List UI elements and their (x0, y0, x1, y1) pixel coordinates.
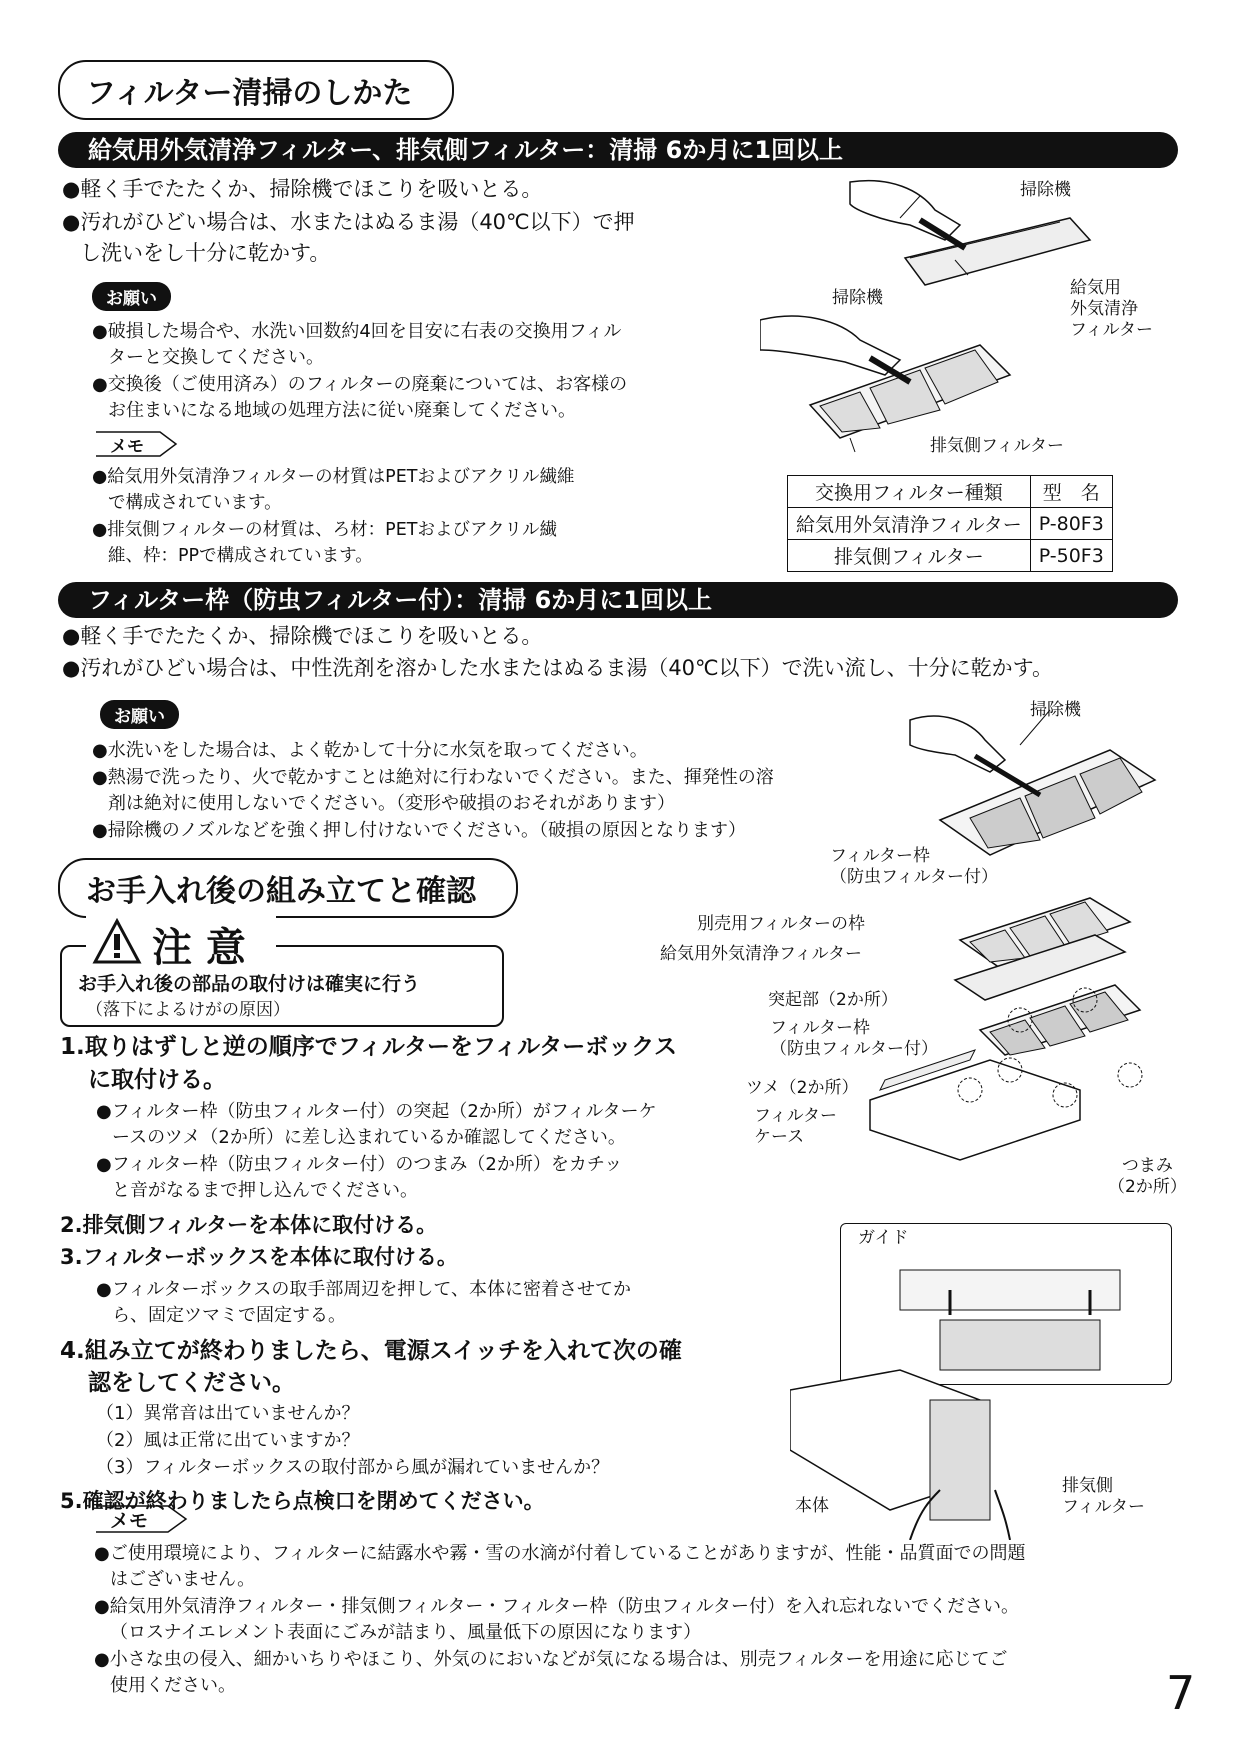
fig1-vacuum-label-1: 掃除機 (1020, 180, 1071, 200)
table-header-model: 型 名 (1030, 476, 1112, 508)
fig3-label-filter-case: フィルター ケース (754, 1106, 837, 1147)
memo-label-2: メモ (110, 1510, 149, 1532)
step-3: 3.フィルターボックスを本体に取付ける。 (60, 1245, 458, 1269)
s1-memo-1b: で構成されています。 (108, 493, 282, 513)
step-2: 2.排気側フィルターを本体に取付ける。 (60, 1213, 438, 1237)
fig1-supply-filter-label: 給気用 外気清浄 フィルター (1070, 278, 1153, 340)
s2-onegai-1: ●水洗いをした場合は、よく乾かして十分に水気を取ってください。 (92, 740, 648, 761)
step-4-check-1: （1）異常音は出ていませんか？ (96, 1403, 360, 1424)
s1-memo-1: ●給気用外気清浄フィルターの材質はPETおよびアクリル繊維 (92, 467, 575, 487)
onegai-badge-1: お願い (92, 282, 171, 311)
fig3-label-filter-frame: フィルター枠 （防虫フィルター付） (770, 1018, 938, 1059)
step-1-sub-1: ●フィルター枠（防虫フィルター付）の突起（2か所）がフィルターケ (96, 1101, 657, 1122)
step-4-line-b: 認をしてください。 (88, 1370, 295, 1396)
fig3-label-separate-frame: 別売用フィルターの枠 (697, 914, 865, 934)
step-5: 5.確認が終わりましたら点検口を閉めてください。 (60, 1489, 545, 1513)
fig4-guide-label: ガイド (858, 1228, 909, 1248)
onegai-badge-2: お願い (100, 700, 179, 729)
s1-onegai-2b: お住まいになる地域の処理方法に従い廃棄してください。 (108, 400, 576, 421)
s1-memo-2b: 維、枠：PPで構成されています。 (108, 546, 373, 566)
fig2-vacuum-label: 掃除機 (1030, 700, 1081, 720)
caution-line-1: お手入れ後の部品の取付けは確実に行う (78, 973, 421, 995)
step-3-sub-1: ●フィルターボックスの取手部周辺を押して、本体に密着させてか (96, 1279, 632, 1300)
section-title-assembly: お手入れ後の組み立てと確認 (58, 858, 518, 918)
s2-onegai-2b: 剤は絶対に使用しないでください。（変形や破損のおそれがあります） (108, 793, 675, 814)
s1-onegai-2: ●交換後（ご使用済み）のフィルターの廃棄については、お客様の (92, 374, 628, 395)
replacement-filter-table (787, 475, 1113, 572)
s2-bullet-2: ●汚れがひどい場合は、中性洗剤を溶かした水またはぬるま湯（40℃以下）で洗い流し、十分に乾かす。 (62, 656, 1053, 680)
fig3-label-protrusion: 突起部（2か所） (768, 990, 898, 1010)
table-cell: 給気用外気清浄フィルター (788, 508, 1031, 540)
fig3-label-knobs: つまみ （2か所） (1108, 1156, 1187, 1197)
memo2-line-1b: はございません。 (110, 1569, 256, 1590)
page-number: 7 (1166, 1666, 1196, 1720)
step-4-line-a: 4.組み立てが終わりましたら、電源スイッチを入れて次の確 (60, 1338, 682, 1364)
memo2-line-3b: 使用ください。 (110, 1675, 236, 1696)
s2-onegai-2: ●熱湯で洗ったり、火で乾かすことは絶対に行わないでください。また、揮発性の溶 (92, 767, 774, 788)
table-cell: P-80F3 (1030, 508, 1112, 540)
filter-frame-vacuum-illustration (880, 700, 1180, 860)
section-title-cleaning: フィルター清掃のしかた (58, 60, 454, 120)
s1-memo-2: ●排気側フィルターの材質は、ろ材：PETおよびアクリル繊 (92, 520, 557, 540)
s1-onegai-1b: ターと交換してください。 (108, 347, 324, 368)
memo2-line-2b: （ロスナイエレメント表面にごみが詰まり、風量低下の原因になります） (110, 1622, 702, 1643)
step-1-sub-2b: と音がなるまで押し込んでください。 (112, 1180, 418, 1201)
step-4-check-3: （3）フィルターボックスの取付部から風が漏れていませんか？ (96, 1457, 610, 1478)
table-header-type: 交換用フィルター種類 (788, 476, 1031, 508)
table-cell: P-50F3 (1030, 540, 1112, 572)
memo2-line-2: ●給気用外気清浄フィルター・排気側フィルター・フィルター枠（防虫フィルター付）を入れ忘れないでください。 (94, 1596, 1020, 1617)
step-3-sub-1b: ら、固定ツマミで固定する。 (112, 1305, 346, 1326)
fig4-exhaust-filter-label: 排気側 フィルター (1062, 1476, 1145, 1517)
step-1-line-b: に取付ける。 (88, 1067, 226, 1093)
s1-onegai-1: ●破損した場合や、水洗い回数約4回を目安に右表の交換用フィル (92, 321, 622, 342)
fig2-frame-label: フィルター枠 （防虫フィルター付） (830, 846, 998, 887)
section-bar-filter-frame: フィルター枠（防虫フィルター付）：清掃 6か月に1回以上 (58, 582, 1178, 618)
fig3-label-claws: ツメ（2か所） (746, 1078, 859, 1098)
step-4-check-2: （2）風は正常に出ていますか？ (96, 1430, 360, 1451)
memo-label-1: メモ (110, 437, 144, 457)
step-1-line-a: 1.取りはずしと逆の順序でフィルターをフィルターボックス (60, 1034, 677, 1060)
memo2-line-3: ●小さな虫の侵入、細かいちりやほこり、外気のにおいなどが気になる場合は、別売フィルターを用途に応じてご (94, 1649, 1008, 1670)
fig3-label-supply-filter: 給気用外気清浄フィルター (660, 944, 862, 964)
step-1-sub-1b: ースのツメ（2か所）に差し込まれているか確認してください。 (112, 1127, 626, 1148)
table-cell: 排気側フィルター (788, 540, 1031, 572)
step-1-sub-2: ●フィルター枠（防虫フィルター付）のつまみ（2か所）をカチッ (96, 1154, 623, 1175)
fig1-exhaust-filter-label: 排気側フィルター (930, 436, 1064, 456)
section-bar-filters: 給気用外気清浄フィルター、排気側フィルター：清掃 6か月に1回以上 (58, 132, 1178, 168)
fig1-vacuum-label-2: 掃除機 (832, 288, 883, 308)
caution-line-2: （落下によるけがの原因） (86, 1000, 290, 1020)
s1-bullet-2: ●汚れがひどい場合は、水またはぬるま湯（40℃以下）で押 (62, 210, 635, 234)
warning-triangle-icon (92, 918, 142, 966)
s1-bullet-1: ●軽く手でたたくか、掃除機でほこりを吸いとる。 (62, 177, 543, 201)
s2-onegai-3: ●掃除機のノズルなどを強く押し付けないでください。（破損の原因となります） (92, 820, 746, 841)
memo2-line-1: ●ご使用環境により、フィルターに結露水や霧・雪の水滴が付着していることがありますが、性能・品質面での問題 (94, 1543, 1026, 1564)
fig4-body-label: 本体 (795, 1496, 829, 1516)
caution-title: 注 意 (152, 925, 246, 971)
s1-bullet-2-cont: し洗いをし十分に乾かす。 (80, 241, 331, 265)
s2-bullet-1: ●軽く手でたたくか、掃除機でほこりを吸いとる。 (62, 624, 543, 648)
